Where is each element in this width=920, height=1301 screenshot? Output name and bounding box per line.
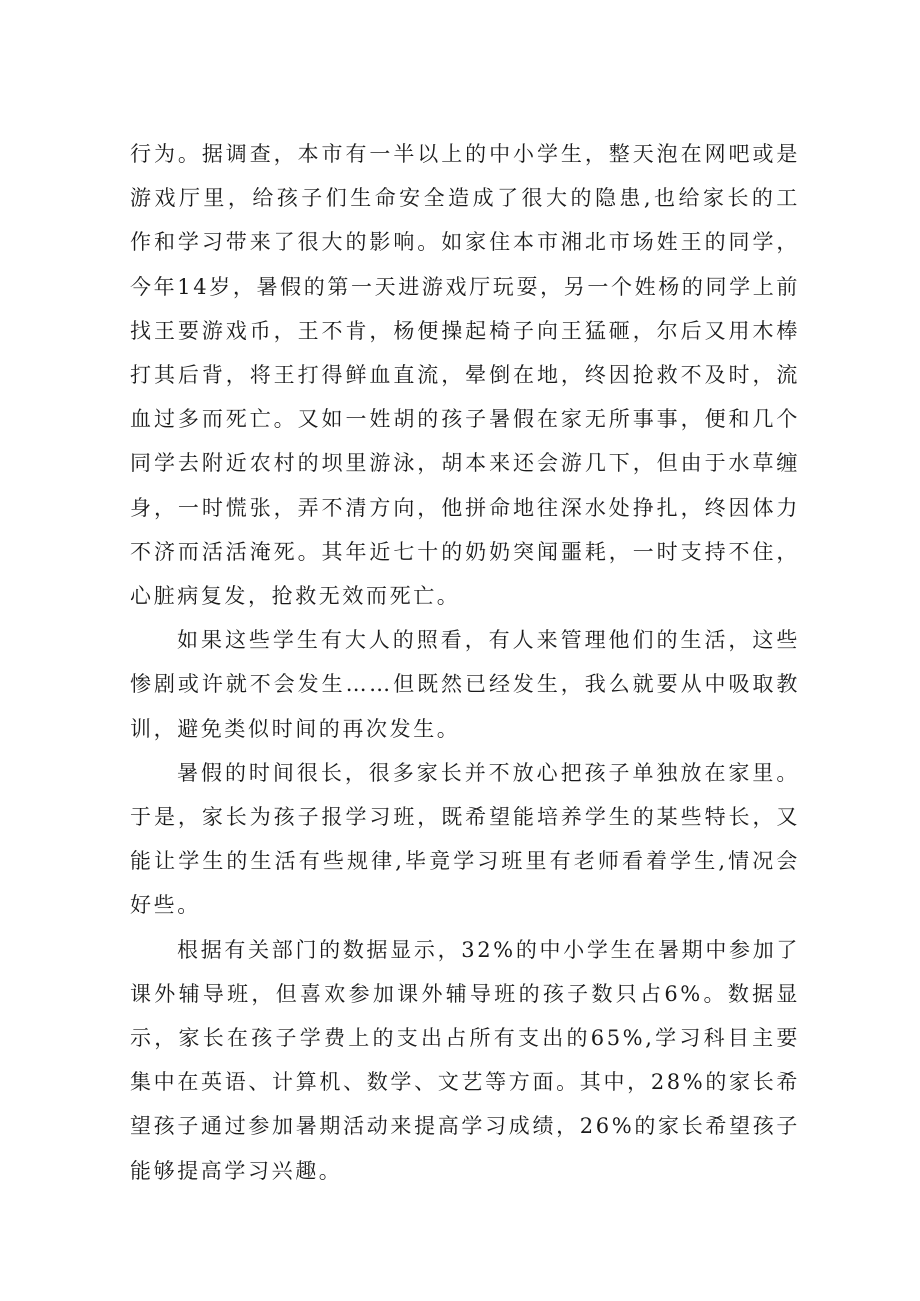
document-body [130, 132, 800, 1193]
paragraph-continued: 行为。据调查，本市有一半以上的中小学生，整天泡在网吧或是游戏厅里，给孩子们生命安全造成了很大的隐患,也给家长的工作和学习带来了很大的影响。如家住本市湘北市场姓王的同学，今年14岁，暑假的第一天进游戏厅玩耍，另一个姓杨的同学上前找王要游戏币，王不肯，杨便操起椅子向王猛砸，尔后又用木棒打其后背，将王打得鲜血直流，晕倒在地，终因抢救不及时，流血过多而死亡。又如一姓胡的孩子暑假在家无所事事，便和几个同学去附近农村的坝里游泳，胡本来还会游几下，但由于水草缠身，一时慌张，弄不清方向，他拼命地往深水处挣扎，终因体力不济而活活淹死。其年近七十的奶奶突闻噩耗，一时支持不住，心脏病复发，抢救无效而死亡。 [130, 142, 800, 609]
paragraph: 暑假的时间很长，很多家长并不放心把孩子单独放在家里。于是，家长为孩子报学习班，既希望能培养学生的某些特长，又能让学生的生活有些规律,毕竟学习班里有老师看着学生,情况会好些。 [130, 760, 800, 918]
paragraph: 根据有关部门的数据显示，32%的中小学生在暑期中参加了课外辅导班，但喜欢参加课外辅导班的孩子数只占6%。数据显示，家长在孩子学费上的支出占所有支出的65%,学习科目主要集中在英语、计算机、数学、文艺等方面。其中，28%的家长希望孩子通过参加暑期活动来提高学习成绩，26%的家长希望孩子能够提高学习兴趣。 [130, 937, 800, 1183]
paragraph: 如果这些学生有大人的照看，有人来管理他们的生活，这些惨剧或许就不会发生……但既然已经发生，我么就要从中吸取教训，避免类似时间的再次发生。 [130, 628, 800, 741]
